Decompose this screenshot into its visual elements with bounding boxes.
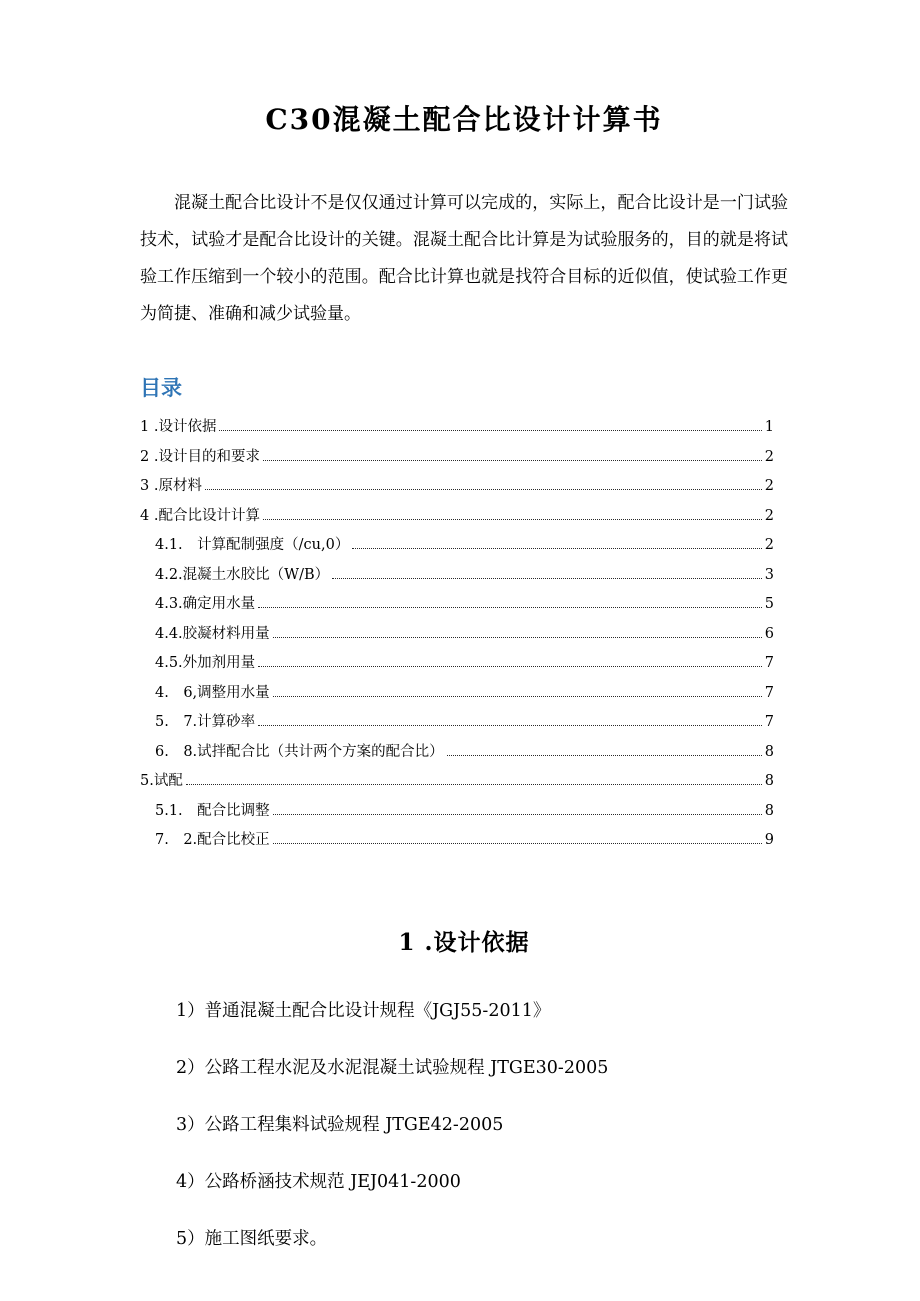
toc-entry-page-number: 8 <box>764 802 774 819</box>
toc-dot-leader <box>273 843 762 844</box>
toc-dot-leader <box>258 607 762 608</box>
toc-entry-page-number: 9 <box>764 832 774 848</box>
toc-dot-leader <box>273 814 762 815</box>
toc-dot-leader <box>205 489 762 490</box>
toc-dot-leader <box>219 430 761 431</box>
toc-entry-label: 4.1. 计算配制强度（/cu,0） <box>155 537 350 553</box>
toc-entry-label: 4 .配合比设计计算 <box>140 507 260 524</box>
toc-entry-label: 3 .原材料 <box>140 478 202 494</box>
toc-entry[interactable] <box>140 679 774 709</box>
table-of-contents <box>140 413 774 856</box>
intro-paragraph: 混凝土配合比设计不是仅仅通过计算可以完成的，实际上，配合比设计是一门试验技术，试验才是配合比设计的关键。混凝土配合比计算是为试验服务的，目的就是将试验工作压缩到一个较小的范围。配合比计算也就是找符合目标的近似值，使试验工作更为简捷、准确和减少试验量。 <box>140 193 788 324</box>
toc-entry-label: 5. 7.计算砂率 <box>155 714 256 730</box>
toc-dot-leader <box>273 637 762 638</box>
toc-heading: 目录 <box>140 377 182 400</box>
toc-entry[interactable] <box>140 767 774 797</box>
toc-entry-page-number: 7 <box>764 714 774 730</box>
reference-item: 3）公路工程集料试验规程 JTGE42-2005 <box>176 1114 504 1135</box>
toc-entry[interactable] <box>140 620 774 650</box>
toc-entry-label: 4.5.外加剂用量 <box>155 655 256 671</box>
toc-entry[interactable] <box>140 649 774 679</box>
toc-entry-label: 4.4.胶凝材料用量 <box>155 625 270 642</box>
toc-entry-page-number: 2 <box>764 448 774 465</box>
toc-entry-label: 4.2.混凝土水胶比（W/B） <box>155 566 330 583</box>
reference-item: 5）施工图纸要求。 <box>176 1228 328 1249</box>
toc-entry-page-number: 2 <box>764 478 774 494</box>
toc-entry-page-number: 3 <box>764 566 774 583</box>
toc-entry[interactable] <box>140 708 774 738</box>
toc-entry-page-number: 7 <box>764 655 774 671</box>
toc-entry-page-number: 5 <box>764 596 774 612</box>
reference-list <box>140 998 788 1253</box>
toc-entry-label: 4.3.确定用水量 <box>155 596 256 612</box>
section-heading: 1 .设计依据 <box>398 928 530 956</box>
toc-entry[interactable] <box>140 826 774 856</box>
toc-dot-leader <box>186 784 762 785</box>
toc-entry[interactable] <box>140 413 774 443</box>
reference-item: 1）普通混凝土配合比设计规程《JGJ55-2011》 <box>176 1000 551 1021</box>
toc-entry-page-number: 2 <box>764 537 774 553</box>
toc-entry-label: 5.1. 配合比调整 <box>155 802 270 819</box>
toc-entry-label: 2 .设计目的和要求 <box>140 448 260 465</box>
toc-entry-label: 1 .设计依据 <box>140 419 217 435</box>
toc-entry-page-number: 8 <box>764 773 774 789</box>
document-title: C30混凝土配合比设计计算书 <box>265 103 663 136</box>
toc-dot-leader <box>258 725 762 726</box>
toc-entry-label: 5.试配 <box>140 773 183 789</box>
toc-dot-leader <box>352 548 761 549</box>
toc-entry-label: 6. 8.试拌配合比（共计两个方案的配合比） <box>155 743 444 760</box>
toc-entry-page-number: 1 <box>764 419 774 435</box>
toc-entry[interactable] <box>140 443 774 473</box>
toc-dot-leader <box>263 519 762 520</box>
toc-entry[interactable] <box>140 531 774 561</box>
toc-dot-leader <box>273 696 762 697</box>
toc-dot-leader <box>258 666 762 667</box>
toc-entry[interactable] <box>140 561 774 591</box>
toc-entry-label: 7. 2.配合比校正 <box>155 832 270 848</box>
toc-entry[interactable] <box>140 738 774 768</box>
toc-entry-page-number: 2 <box>764 507 774 524</box>
toc-entry-page-number: 6 <box>764 625 774 642</box>
toc-entry-page-number: 8 <box>764 743 774 760</box>
toc-entry[interactable] <box>140 590 774 620</box>
toc-entry[interactable] <box>140 797 774 827</box>
reference-item: 4）公路桥涵技术规范 JEJ041-2000 <box>176 1171 461 1192</box>
toc-dot-leader <box>447 755 762 756</box>
toc-entry[interactable] <box>140 502 774 532</box>
toc-dot-leader <box>263 460 762 461</box>
toc-entry-page-number: 7 <box>764 684 774 701</box>
reference-item: 2）公路工程水泥及水泥混凝土试验规程 JTGE30-2005 <box>176 1057 609 1078</box>
toc-entry-label: 4. 6,调整用水量 <box>155 684 270 701</box>
toc-dot-leader <box>332 578 762 579</box>
toc-entry[interactable] <box>140 472 774 502</box>
